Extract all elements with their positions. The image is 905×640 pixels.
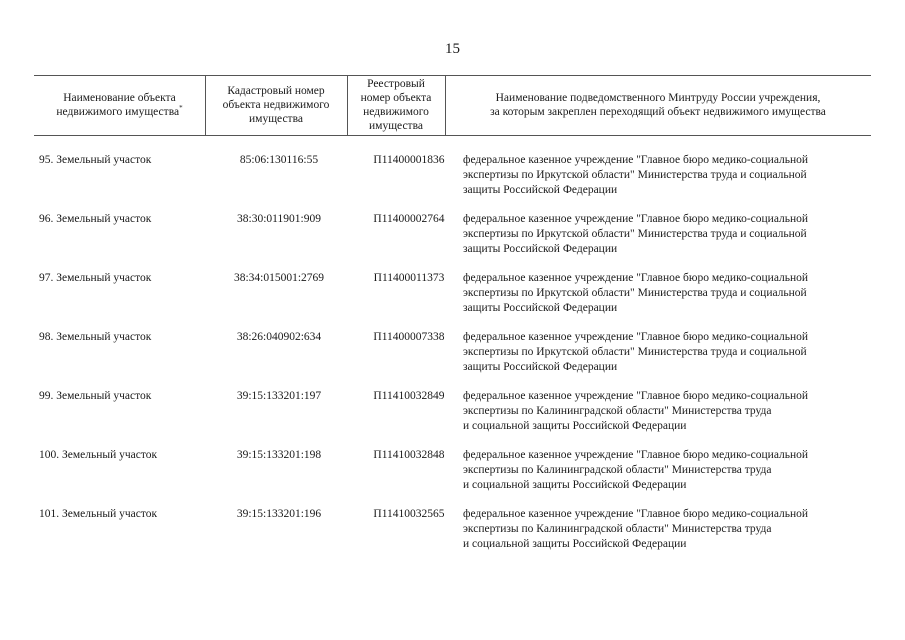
table-row (34, 389, 871, 437)
registry-number: П11400002764 (373, 213, 445, 225)
cadastral-number: 39:15:133201:198 (236, 449, 322, 461)
registry-number: П11410032565 (373, 508, 445, 520)
header-registry-number (347, 75, 445, 135)
institution-name (463, 212, 868, 257)
object-name: 97. Земельный участок (39, 272, 152, 284)
institution-name (463, 448, 868, 493)
header-bottom-border (34, 135, 871, 136)
institution-line: защиты Российской Федерации (463, 243, 618, 255)
institution-name (463, 271, 868, 316)
institution-line: защиты Российской Федерации (463, 361, 618, 373)
header-line: Кадастровый номер (227, 85, 325, 97)
cadastral-number: 38:34:015001:2769 (233, 272, 325, 284)
institution-line: и социальной защиты Российской Федерации (463, 479, 687, 491)
institution-line: федеральное казенное учреждение "Главное бюро медико-социальной (463, 154, 809, 166)
institution-line: и социальной защиты Российской Федерации (463, 538, 687, 550)
registry-number: П11410032848 (373, 449, 445, 461)
institution-line: защиты Российской Федерации (463, 184, 618, 196)
header-line: Реестровый (367, 78, 425, 90)
header-line: объекта недвижимого (222, 99, 330, 111)
institution-line: экспертизы по Иркутской области" Министерства труда и социальной (463, 228, 807, 240)
header-line: за которым закреплен переходящий объект недвижимого имущества (490, 106, 826, 118)
object-name: 101. Земельный участок (39, 508, 158, 520)
header-line: Наименование объекта (63, 92, 176, 104)
institution-line: защиты Российской Федерации (463, 302, 618, 314)
institution-line: и социальной защиты Российской Федерации (463, 420, 687, 432)
institution-line: федеральное казенное учреждение "Главное бюро медико-социальной (463, 508, 809, 520)
institution-line: экспертизы по Калининградской области" Министерства труда (463, 405, 772, 417)
registry-number: П11400007338 (373, 331, 445, 343)
table-row (34, 330, 871, 378)
header-cadastral-number (205, 75, 347, 135)
header-institution (445, 75, 871, 135)
header-line: номер объекта (360, 92, 432, 104)
institution-name (463, 507, 868, 552)
cadastral-number: 38:26:040902:634 (236, 331, 322, 343)
object-name: 98. Земельный участок (39, 331, 152, 343)
institution-line: экспертизы по Калининградской области" Министерства труда (463, 464, 772, 476)
institution-name (463, 389, 868, 434)
institution-line: федеральное казенное учреждение "Главное бюро медико-социальной (463, 449, 809, 461)
header-line: недвижимого (363, 106, 429, 118)
institution-line: федеральное казенное учреждение "Главное бюро медико-социальной (463, 390, 809, 402)
cadastral-number: 85:06:130116:55 (239, 154, 319, 166)
page-number: 15 (445, 41, 460, 57)
institution-line: федеральное казенное учреждение "Главное бюро медико-социальной (463, 331, 809, 343)
institution-line: экспертизы по Иркутской области" Министерства труда и социальной (463, 346, 807, 358)
header-line: Наименование подведомственного Минтруду России учреждения, (495, 92, 821, 104)
cadastral-number: 38:30:011901:909 (237, 213, 321, 225)
registry-number: П11400011373 (373, 272, 445, 284)
institution-line: экспертизы по Иркутской области" Министерства труда и социальной (463, 169, 807, 181)
header-line: недвижимого имущества* (56, 104, 183, 118)
table-row (34, 507, 871, 555)
footnote-marker: * (179, 104, 183, 113)
institution-name (463, 330, 868, 375)
registry-number: П11410032849 (373, 390, 445, 402)
object-name: 99. Земельный участок (39, 390, 152, 402)
institution-line: федеральное казенное учреждение "Главное бюро медико-социальной (463, 213, 809, 225)
header-object-name (34, 75, 205, 135)
table-row (34, 212, 871, 260)
header-line: имущества (249, 113, 303, 125)
object-name: 100. Земельный участок (39, 449, 158, 461)
table-row (34, 271, 871, 319)
table-row (34, 153, 871, 201)
table-row (34, 448, 871, 496)
cadastral-number: 39:15:133201:197 (236, 390, 322, 402)
registry-number: П11400001836 (373, 154, 445, 166)
institution-line: экспертизы по Иркутской области" Министерства труда и социальной (463, 287, 807, 299)
header-line: имущества (369, 120, 423, 132)
object-name: 95. Земельный участок (39, 154, 152, 166)
institution-line: экспертизы по Калининградской области" Министерства труда (463, 523, 772, 535)
cadastral-number: 39:15:133201:196 (236, 508, 322, 520)
object-name: 96. Земельный участок (39, 213, 152, 225)
institution-name (463, 153, 868, 198)
institution-line: федеральное казенное учреждение "Главное бюро медико-социальной (463, 272, 809, 284)
